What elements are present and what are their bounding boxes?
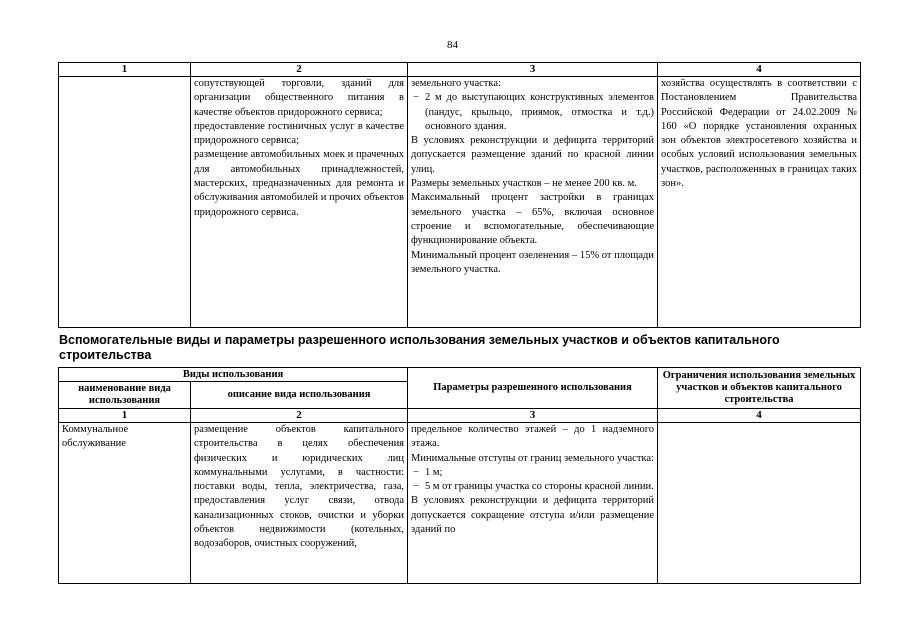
cell-parameters: [408, 77, 658, 328]
list-item-text: 2 м до выступающих конструктивных элементов (пандус, крыльцо, приямок, отмостка и т.д.) основного здания.: [425, 92, 654, 132]
cell-restrictions: [658, 423, 861, 584]
cell-use-name: Коммунальное обслуживание: [59, 423, 191, 584]
header-row: [59, 368, 861, 382]
page-number: 84: [447, 39, 458, 51]
parameters-paragraph: Минимальный процент озеленения – 15% от площади земельного участка.: [411, 249, 654, 275]
column-number-4: 4: [658, 409, 861, 423]
list-item: [411, 91, 654, 134]
column-number-1: 1: [59, 409, 191, 423]
column-number-4: 4: [658, 63, 861, 77]
parameters-paragraph: Максимальный процент застройки в границах земельного участка – 65%, включая основное строение и вспомогательные, обеспечивающие функционирование объекта.: [411, 192, 654, 247]
parameters-paragraph: В условиях реконструкции и дефицита территорий допускается размещение зданий по красной линии улиц.: [411, 135, 654, 175]
column-number-3: 3: [408, 409, 658, 423]
header-use-description: описание вида использования: [191, 382, 408, 409]
dash-marker: −: [413, 92, 419, 104]
column-number-2: 2: [191, 409, 408, 423]
dash-marker: −: [413, 466, 419, 478]
description-paragraph: предоставление гостиничных услуг в качестве придорожного сервиса;: [194, 120, 404, 147]
header-use-name: наименование вида использования: [59, 382, 191, 409]
parameters-paragraph: Минимальные отступы от границ земельного участка:: [411, 452, 654, 464]
list-item-text: 1 м;: [425, 466, 443, 478]
column-number-1: 1: [59, 63, 191, 77]
list-item: [411, 480, 654, 494]
header-uses-group: Виды использования: [59, 368, 408, 382]
continued-table: [58, 62, 861, 328]
header-parameters: Параметры разрешенного использования: [408, 368, 658, 409]
table-row: [59, 77, 861, 328]
parameters-intro: земельного участка:: [411, 78, 501, 89]
parameters-list: [411, 91, 654, 134]
table-row: [59, 423, 861, 584]
list-item: [411, 466, 654, 480]
column-number-2: 2: [191, 63, 408, 77]
parameters-paragraph: предельное количество этажей – до 1 надземного этажа.: [411, 424, 655, 450]
header-restrictions: Ограничения использования земельных участков и объектов капитального строительства: [658, 368, 861, 409]
parameters-paragraph: Размеры земельных участков – не менее 200 кв. м.: [411, 178, 637, 190]
cell-use-description: [191, 77, 408, 328]
description-paragraph: размещение автомобильных моек и прачечных для автомобильных принадлежностей, мастерских, предназначенных для ремонта и обслуживания автомобилей и прочих объектов придорожного сервиса.: [194, 149, 404, 218]
cell-restrictions: хозяйства осуществлять в соответствии с Постановлением Правительства Российской Федерации от 24.02.2009 № 160 «О порядке установления охранных зон объектов электросетевого хозяйства и особых условий использования земельных участков, расположенных в границах таких зон».: [658, 77, 861, 328]
auxiliary-uses-table: [58, 367, 861, 584]
column-number-row: [59, 63, 861, 77]
description-paragraph: сопутствующей торговли, зданий для организации общественного питания в качестве объектов придорожного сервиса;: [194, 78, 404, 118]
cell-parameters: [408, 423, 658, 584]
section-heading: Вспомогательные виды и параметры разрешенного использования земельных участков и объектов капитального строительства: [59, 333, 780, 362]
column-number-3: 3: [408, 63, 658, 77]
list-item-text: 5 м от границы участка со стороны красной линии.: [425, 481, 654, 493]
cell-use-name: [59, 77, 191, 328]
parameters-list: [411, 466, 654, 495]
dash-marker: −: [413, 481, 419, 493]
parameters-paragraph: В условиях реконструкции и дефицита территорий допускается сокращение отступа и/или размещение зданий по: [411, 495, 655, 536]
cell-use-description: размещение объектов капитального строительства в целях обеспечения физических и юридических лиц коммунальными услугами, в частности: поставки воды, тепла, электричества, газа, предоставления услуг связи, отвода канализационных стоков, очистки и уборки объектов недвижимости (котельных, водозаборов, очистных сооружений,: [191, 423, 408, 584]
column-number-row: [59, 409, 861, 423]
